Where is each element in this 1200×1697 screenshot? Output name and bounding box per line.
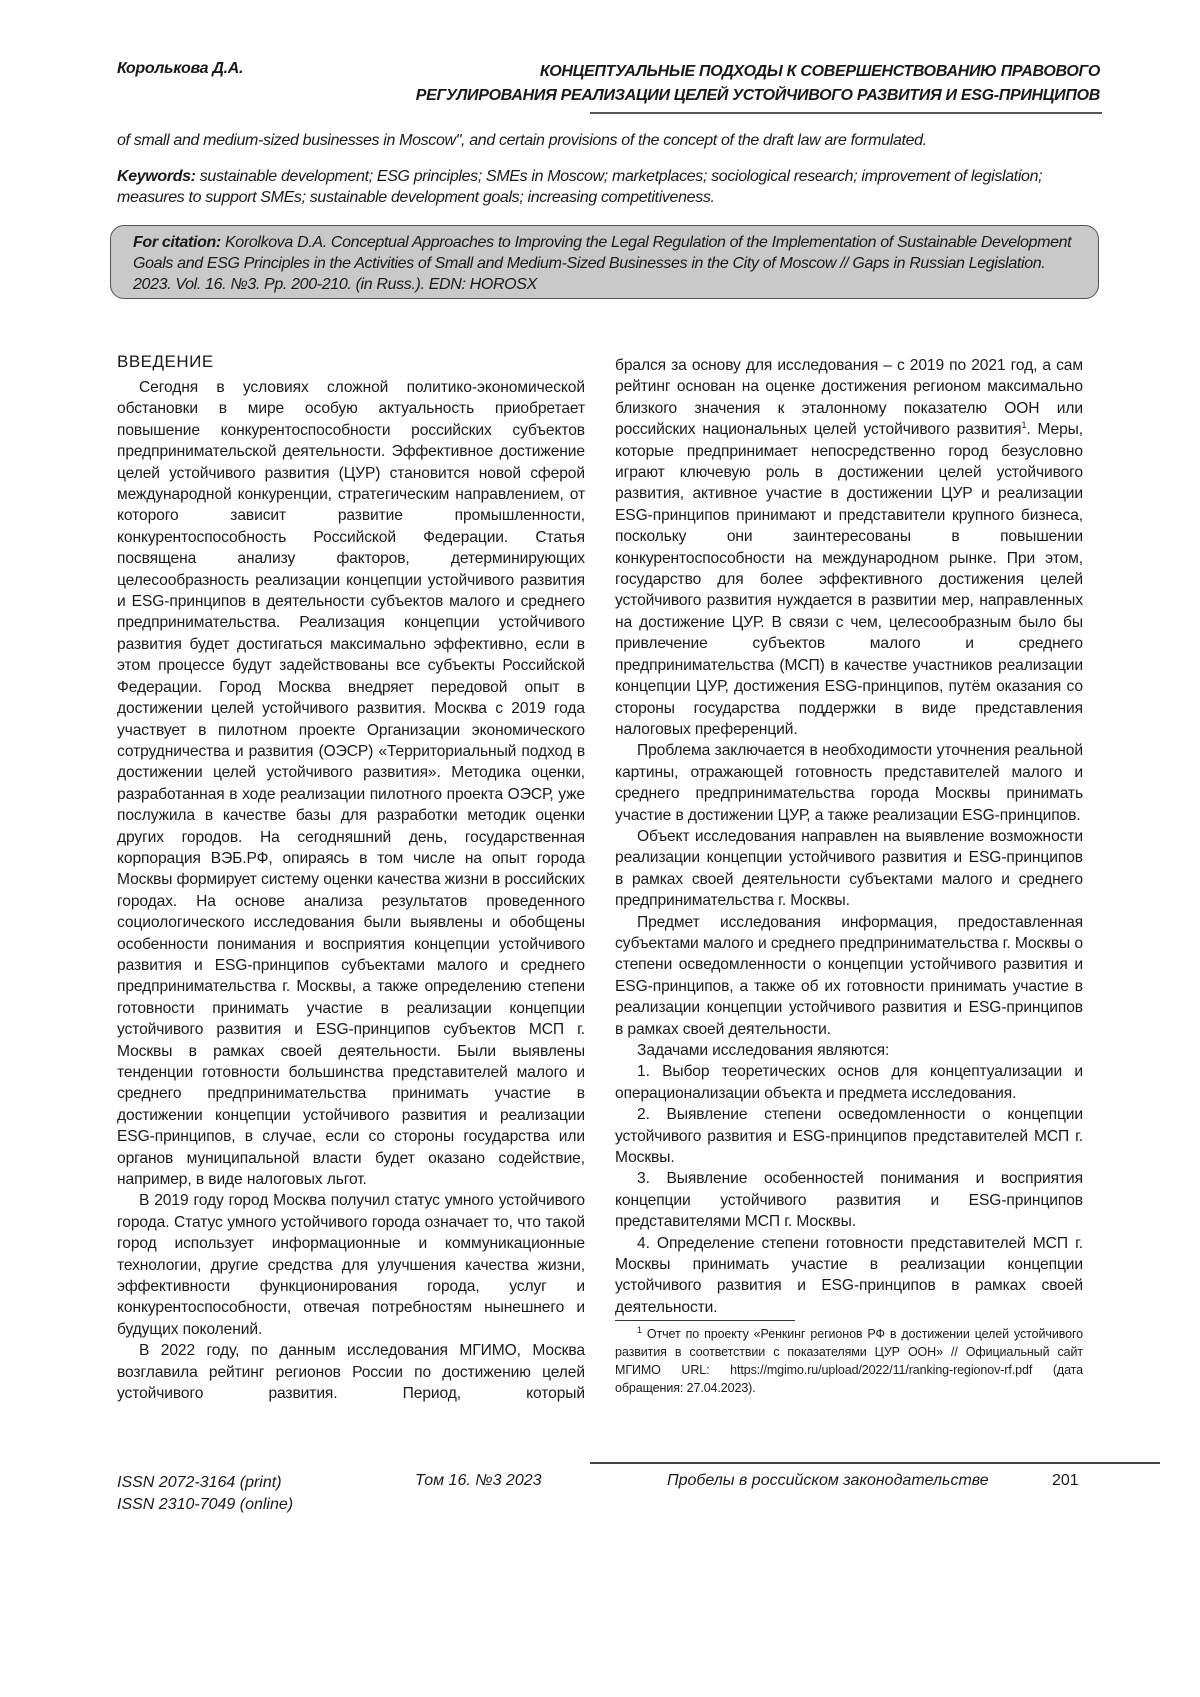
- continuation-text: . Меры, которые предпринимает непосредственно город безусловно играют ключевую роль в достижении целей устойчивого развития, активное участие в достижении ЦУР и реализации ESG-принципов принимают и представители крупного бизнеса, поскольку они заинтересованы в повышении конкурентоспособности на международном рынке. При этом, государство для более эффективного достижения целей устойчивого развития нуждается в развитии мер, направленных на достижение ЦУР. В связи с чем, целесообразным было бы привлечение субъектов малого и среднего предпринимательства (МСП) в качестве участников реализации концепции ЦУР, достижения ESG-принципов, путём оказания со стороны государства поддержки в виде представления налоговых преференций.: [615, 421, 1083, 738]
- header-divider: [590, 112, 1102, 114]
- paragraph: Проблема заключается в необходимости уточнения реальной картины, отражающей готовность представителей малого и среднего предпринимательства города Москвы принимать участие в достижении ЦУР, а также реализации ESG-принципов.: [615, 740, 1083, 826]
- issn-online: ISSN 2310-7049 (online): [117, 1494, 293, 1516]
- list-item: 4. Определение степени готовности представителей МСП г. Москвы принимать участие в реализации концепции устойчивого развития и ESG-принципов в рамках своей деятельности.: [615, 1233, 1083, 1319]
- footer-divider: [590, 1462, 1160, 1464]
- footer-issn: [117, 1472, 293, 1516]
- keywords-text: sustainable development; ESG principles; SMEs in Moscow; marketplaces; sociological research; improvement of legislation; measures to support SMEs; sustainable development goals; increasing competitiveness.: [117, 168, 1042, 206]
- list-item: 3. Выявление особенностей понимания и восприятия концепции устойчивого развития и ESG-принципов представителями МСП г. Москвы.: [615, 1168, 1083, 1232]
- page-number: 201: [1052, 1472, 1079, 1490]
- continuation-text: брался за основу для исследования – с 2019 по 2021 год, а сам рейтинг основан на оценке достижения регионом максимально близкого значения к эталонному показателю ООН или российских национальных целей устойчивого развития: [615, 357, 1083, 438]
- footnote-number: 1: [637, 1325, 642, 1335]
- running-header-author: Королькова Д.А.: [117, 60, 243, 78]
- abstract-tail: of small and medium-sized businesses in Moscow", and certain provisions of the concept of the draft law are formulated.: [117, 130, 1102, 151]
- footer-journal: Пробелы в российском законодательстве: [667, 1472, 989, 1490]
- paragraph: В 2019 году город Москва получил статус умного устойчивого города. Статус умного устойчивого города означает то, что такой город использует информационные и коммуникационные технологии, другие средства для улучшения качества жизни, эффективности функционирования города, услуг и конкурентоспособности, отвечая потребностям нынешнего и будущих поколений.: [117, 1190, 585, 1340]
- footnote-ref[interactable]: 1: [1021, 420, 1026, 430]
- footnote-divider: [615, 1320, 795, 1321]
- citation-text: Korolkova D.A. Conceptual Approaches to Improving the Legal Regulation of the Implementation of Sustainable Development Goals and ESG Principles in the Activities of Small and Medium-Sized Businesses in the City of Moscow // Gaps in Russian Legislation. 2023. Vol. 16. №3. Pp. 200-210. (in Russ.). EDN: HOROSX: [133, 234, 1071, 293]
- paragraph: Задачами исследования являются:: [615, 1040, 1083, 1061]
- footnote: [615, 1325, 1083, 1397]
- citation-box: [110, 225, 1099, 299]
- running-header-title: [320, 60, 1100, 108]
- header-title-line-1: КОНЦЕПТУАЛЬНЫЕ ПОДХОДЫ К СОВЕРШЕНСТВОВАНИЮ ПРАВОВОГО: [320, 60, 1100, 84]
- left-column: [117, 377, 585, 1405]
- paragraph: Сегодня в условиях сложной политико-экономической обстановки в мире особую актуальность приобретает повышение конкурентоспособности российских субъектов предпринимательской деятельности. Эффективное достижение целей устойчивого развития (ЦУР) становится новой сферой международной конкуренции, стратегическим направлением, от которого зависит развитие промышленности, конкурентоспособность Российской Федерации. Статья посвящена анализу факторов, детерминирующих целесообразность реализации концепции устойчивого развития и ESG-принципов в деятельности субъектов малого и среднего предпринимательства. Реализация концепции устойчивого развития будет достигаться максимально эффективно, если в этом процессе будут задействованы все субъекты Российской Федерации. Город Москва внедряет передовой опыт в достижении целей устойчивого развития. Москва с 2019 года участвует в пилотном проекте Организации экономического сотрудничества и развития (ОЭСР) «Территориальный подход в достижении целей устойчивого развития». Методика оценки, разработанная в ходе реализации пилотного проекта ОЭСР, уже послужила в качестве базы для разработки методик оценки других городов. На сегодняшний день, государственная корпорация ВЭБ.РФ, опираясь в том числе на опыт города Москвы формирует систему оценки качества жизни в российских городах. На основе анализа результатов проведенного социологического исследования были выявлены и обобщены особенности понимания и восприятия концепции устойчивого развития и ESG-принципов субъектами малого и среднего предпринимательства г. Москвы, а также определению степени готовности принимать участие в реализации концепции устойчивого развития и ESG-принципов субъектов МСП г. Москвы в рамках своей деятельности. Были выявлены тенденции готовности большинства представителей малого и среднего предпринимательства принимать участие в достижении концепции устойчивого развития и реализации ESG-принципов, в случае, если со стороны государства или органов муниципальной власти будет оказано содействие, например, в виде налоговых льгот.: [117, 377, 585, 1190]
- section-heading: ВВЕДЕНИЕ: [117, 352, 214, 372]
- paragraph-continuation: [615, 355, 1083, 740]
- header-title-line-2: РЕГУЛИРОВАНИЯ РЕАЛИЗАЦИИ ЦЕЛЕЙ УСТОЙЧИВОГО РАЗВИТИЯ И ESG-ПРИНЦИПОВ: [320, 84, 1100, 108]
- right-column: [615, 355, 1083, 1397]
- list-item: 1. Выбор теоретических основ для концептуализации и операционализации объекта и предмета исследования.: [615, 1061, 1083, 1104]
- footer-volume: Том 16. №3 2023: [415, 1472, 542, 1490]
- paragraph: Предмет исследования информация, предоставленная субъектами малого и среднего предпринимательства г. Москвы о степени осведомленности о концепции устойчивого развития и ESG-принципов, а также об их готовности принимать участие в реализации концепции устойчивого развития и ESG-принципов в рамках своей деятельности.: [615, 912, 1083, 1040]
- keywords: [117, 166, 1102, 208]
- keywords-label: Keywords:: [117, 168, 196, 185]
- paragraph: В 2022 году, по данным исследования МГИМО, Москва возглавила рейтинг регионов России по достижению целей устойчивого развития. Период, который: [117, 1340, 585, 1404]
- list-item: 2. Выявление степени осведомленности о концепции устойчивого развития и ESG-принципов представителей МСП г. Москвы.: [615, 1104, 1083, 1168]
- footnote-text: Отчет по проекту «Ренкинг регионов РФ в достижении целей устойчивого развития в соответствии с показателями ЦУР ООН» // Официальный сайт МГИМО URL: https://mgimo.ru/upload/2022/11/ranking-regionov-rf.pdf (дата обращения: 27.04.2023).: [615, 1327, 1083, 1395]
- citation-label: For citation:: [133, 234, 221, 251]
- paragraph: Объект исследования направлен на выявление возможности реализации концепции устойчивого развития и ESG-принципов в рамках своей деятельности субъектами малого и среднего предпринимательства г. Москвы.: [615, 826, 1083, 912]
- issn-print: ISSN 2072-3164 (print): [117, 1472, 293, 1494]
